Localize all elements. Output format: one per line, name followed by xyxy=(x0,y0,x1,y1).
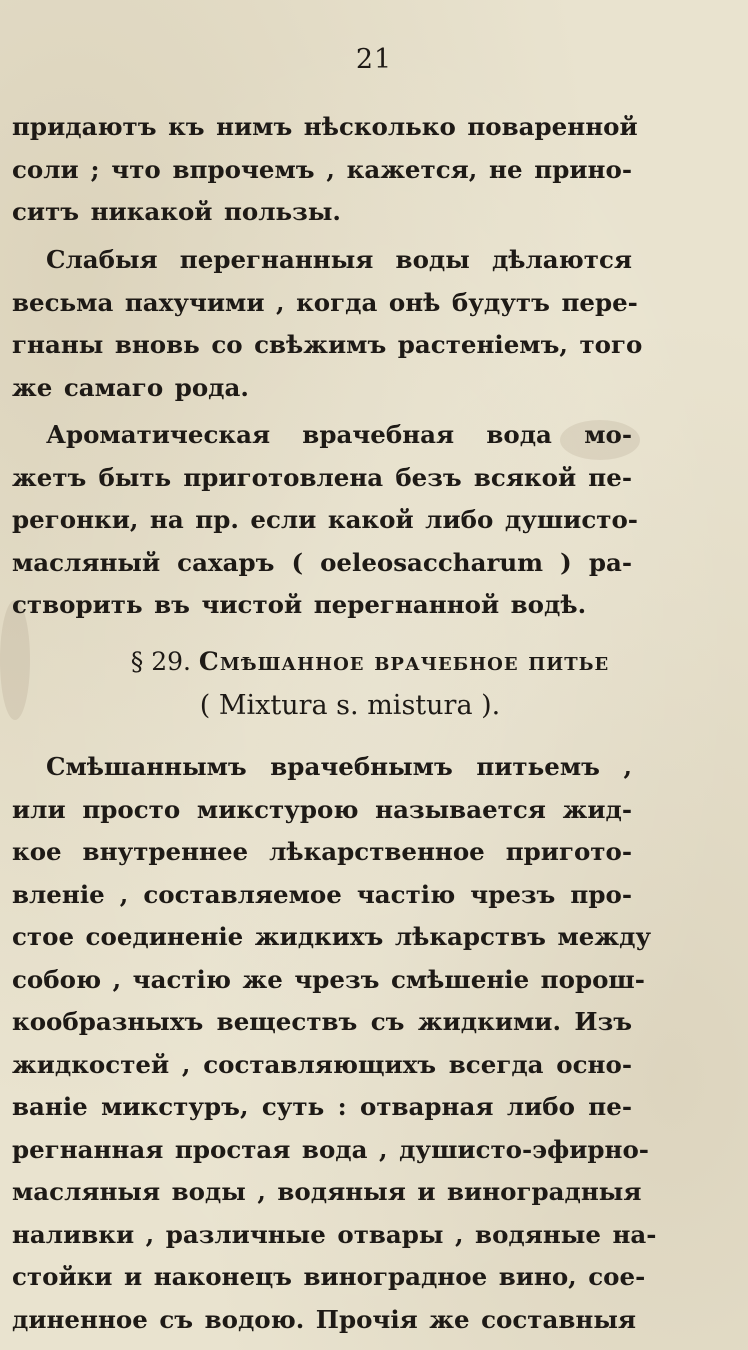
text-line: диненное съ водою. Прочія же составныя xyxy=(12,1304,636,1334)
text-line: масляныя воды , водяныя и виноградныя xyxy=(12,1177,642,1206)
text-line: Слабыя перегнанныя воды дѣлаются xyxy=(46,245,632,274)
text-line: жидкостей , составляющихъ всегда осно- xyxy=(12,1049,632,1079)
text-line: гнаны вновь со свѣжимъ растеніемъ, того xyxy=(12,330,643,359)
section-title: Смѣшанное врачебное питье xyxy=(198,647,610,676)
text-line: масляный сахаръ ( oeleosaccharum ) ра- xyxy=(12,547,632,577)
text-line: кое внутреннее лѣкарственное пригото- xyxy=(12,837,632,866)
text-line: же самаго рода. xyxy=(12,372,249,402)
text-line: регонки, на пр. если какой либо душисто- xyxy=(12,505,638,534)
text-line: соли ; что впрочемъ , кажется, не прино- xyxy=(12,154,632,184)
page-number: 21 xyxy=(355,44,393,75)
text-line: жетъ быть приготовлена безъ всякой пе- xyxy=(12,462,632,492)
text-line: Ароматическая врачебная вода мо- xyxy=(46,420,632,449)
text-line: кообразныхъ веществъ съ жидкими. Изъ xyxy=(12,1007,632,1036)
paragraph-1 xyxy=(12,106,638,234)
text-line: створить въ чистой перегнанной водѣ. xyxy=(12,590,587,619)
section-number: § 29. xyxy=(130,647,191,676)
text-line: придаютъ къ нимъ нѣсколько поваренной xyxy=(12,112,638,141)
section-heading xyxy=(20,640,720,684)
text-line: весьма пахучими , когда онѣ будутъ пере- xyxy=(12,287,638,317)
text-line: вленіе , составляемое частію чрезъ про- xyxy=(12,879,632,909)
text-line: регнанная простая вода , душисто-эфирно- xyxy=(12,1134,649,1164)
paragraph-4 xyxy=(12,746,657,1341)
text-line: стое соединеніе жидкихъ лѣкарствъ между xyxy=(12,922,652,951)
text-line: стойки и наконецъ виноградное вино, сое- xyxy=(12,1262,646,1291)
section-latin-title: ( Mixtura s. mistura ). xyxy=(199,690,501,721)
paragraph-2 xyxy=(12,239,643,409)
text-line: Смѣшаннымъ врачебнымъ питьемъ , xyxy=(46,752,632,781)
text-line: или просто микстурою называется жид- xyxy=(12,794,632,824)
text-line: собою , частію же чрезъ смѣшеніе порош- xyxy=(12,964,645,994)
text-line: наливки , различные отвары , водяные на- xyxy=(12,1219,657,1249)
paragraph-3 xyxy=(12,414,638,627)
text-line: ситъ никакой пользы. xyxy=(12,197,341,226)
text-line: ваніе микстуръ, суть : отварная либо пе- xyxy=(12,1092,632,1121)
